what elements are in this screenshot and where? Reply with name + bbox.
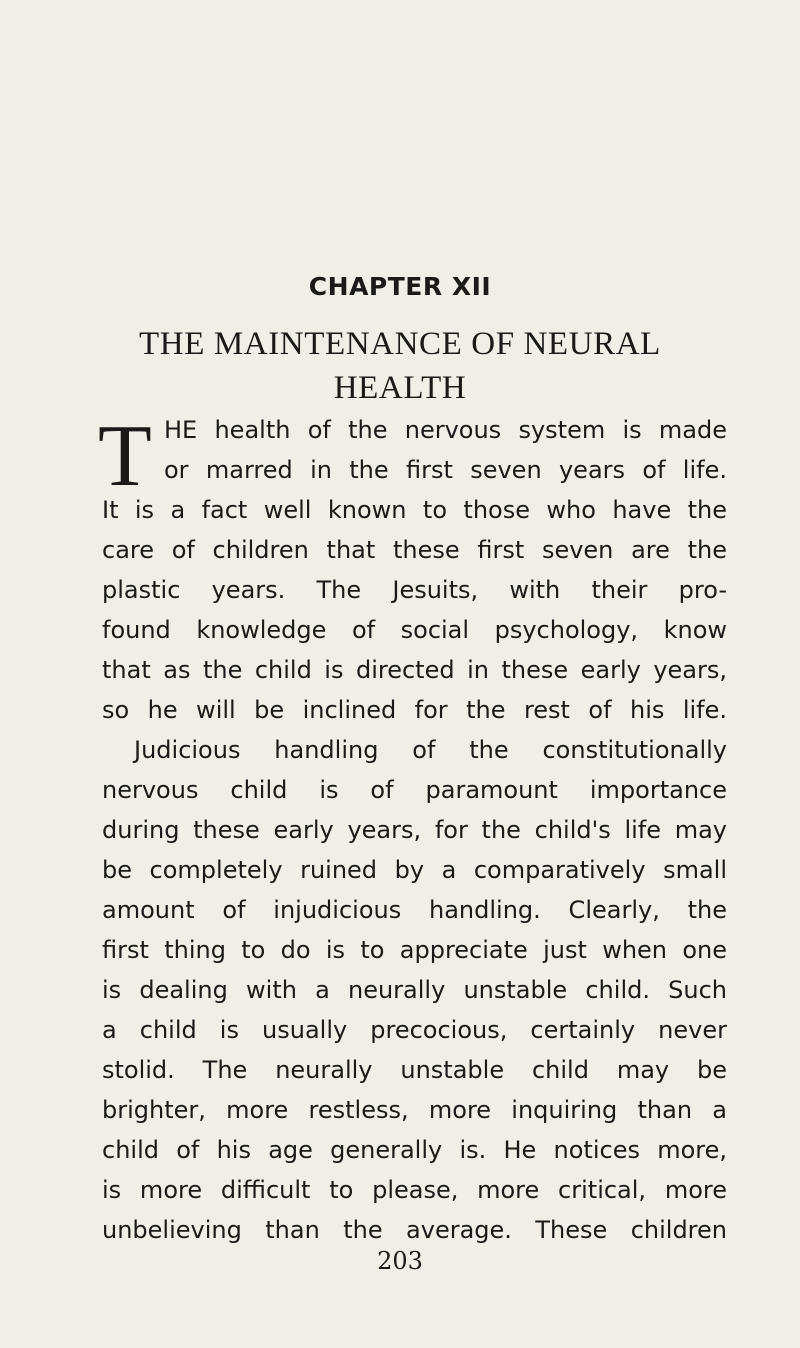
text-line: care of children that these first seven are the xyxy=(102,536,727,564)
text-line: It is a fact well known to those who have the xyxy=(102,496,727,524)
text-line: nervous child is of paramount importance xyxy=(102,776,727,804)
drop-cap: T xyxy=(98,408,152,505)
text-line: so he will be inclined for the rest of his life. xyxy=(102,696,727,724)
text-line: be completely ruined by a comparatively small xyxy=(102,856,727,884)
chapter-heading: CHAPTER XII xyxy=(308,272,492,301)
text-line: during these early years, for the child's life may xyxy=(102,816,727,844)
text-line: found knowledge of social psychology, know xyxy=(102,616,727,644)
page-number: 203 xyxy=(377,1247,423,1275)
text-line: amount of injudicious handling. Clearly, the xyxy=(102,896,727,924)
text-line: unbelieving than the average. These children xyxy=(102,1216,727,1244)
text-line: Judicious handling of the constitutionally xyxy=(134,736,727,764)
text-line: stolid. The neurally unstable child may be xyxy=(102,1056,727,1084)
chapter-title-line-1: THE MAINTENANCE OF NEURAL xyxy=(139,326,661,362)
chapter-title-line-2: HEALTH xyxy=(333,370,467,406)
text-line: child of his age generally is. He notices more, xyxy=(102,1136,727,1164)
text-line: brighter, more restless, more inquiring than a xyxy=(102,1096,727,1124)
text-line: plastic years. The Jesuits, with their pro- xyxy=(102,576,727,604)
text-line: is dealing with a neurally unstable child. Such xyxy=(102,976,727,1004)
text-line: HE health of the nervous system is made xyxy=(164,416,727,444)
chapter-title xyxy=(0,322,800,410)
text-line: is more difficult to please, more critical, more xyxy=(102,1176,727,1204)
text-line: or marred in the first seven years of life. xyxy=(164,456,727,484)
text-line: that as the child is directed in these early years, xyxy=(102,656,727,684)
text-line: first thing to do is to appreciate just when one xyxy=(102,936,727,964)
text-line: a child is usually precocious, certainly never xyxy=(102,1016,727,1044)
